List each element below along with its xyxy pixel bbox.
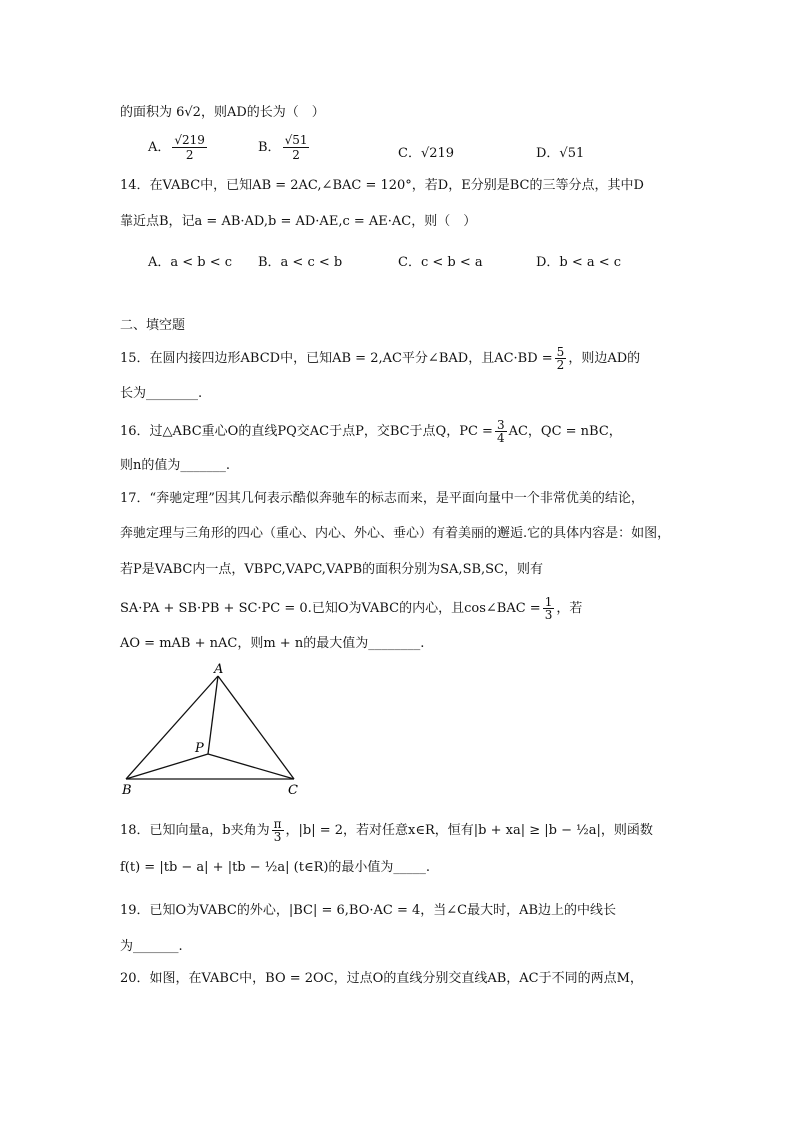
q14-line-2: 靠近点B，记a = AB·AD,b = AD·AE,c = AE·AC，则（ ） — [120, 214, 477, 229]
q17-line-3: 若P是VABC内一点，VBPC,VAPC,VAPB的面积分别为SA,SB,SC，则有 — [120, 562, 544, 577]
q15-frac-num: 5 — [556, 345, 565, 359]
q16-frac-den: 4 — [496, 431, 505, 445]
q17-text-pre: SA·PA + SB·PB + SC·PC = 0.已知O为VABC的内心，且cos∠BAC = — [120, 601, 541, 616]
q17-line-4 — [120, 596, 582, 621]
segment-pc — [208, 754, 294, 779]
q18-frac-den: 3 — [273, 830, 282, 844]
q18-line-2: f(t) = |tb − a| + |tb − ½a| (t∈R)的最小值为_____. — [120, 860, 431, 875]
q14-option-b: B．a < c < b — [258, 255, 343, 270]
q14-option-a: A．a < b < c — [148, 255, 233, 270]
option-a-numerator: √219 — [174, 133, 205, 147]
q16-text-post: AC，QC = nBC， — [508, 424, 622, 439]
q17-frac-num: 1 — [544, 595, 553, 609]
q15-text-post: ，则边AD的 — [568, 351, 641, 366]
q17-text-post: ，若 — [556, 601, 583, 616]
segment-pa — [208, 676, 218, 754]
option-b-numerator: √51 — [284, 133, 308, 147]
option-b-label: B． — [258, 140, 281, 155]
q17-line-1: 17．“奔驰定理”因其几何表示酷似奔驰车的标志而来，是平面向量中一个非常优美的结论， — [120, 491, 644, 506]
q15-line-2: 长为________. — [120, 386, 203, 401]
section-title: 二、填空题 — [120, 318, 186, 333]
q17-line-5: AO = mAB + nAC，则m + n的最大值为________. — [120, 636, 425, 651]
q16-frac-num: 3 — [496, 418, 505, 432]
option-a-label: A． — [148, 140, 171, 155]
q13-option-d: D．√51 — [536, 146, 585, 161]
q15-line-1 — [120, 346, 640, 371]
q18-text-post: ，|b| = 2，若对任意x∈R，恒有|b + xa| ≥ |b − ½a|，则函数 — [285, 823, 653, 838]
triangle-figure — [110, 660, 320, 800]
q13-option-a — [148, 133, 209, 162]
q13-option-b — [258, 133, 311, 162]
q18-line-1 — [120, 818, 653, 843]
q13-continuation: 的面积为 6√2，则AD的长为（ ） — [120, 105, 325, 120]
q13-option-c: C．√219 — [398, 146, 455, 161]
q17-line-2: 奔驰定理与三角形的四心（重心、内心、外心、垂心）有着美丽的邂逅.它的具体内容是：如图， — [120, 526, 671, 541]
vertex-label-b: B — [122, 783, 132, 798]
vertex-label-c: C — [288, 783, 298, 798]
q16-line-1 — [120, 419, 622, 444]
option-a-denominator: 2 — [185, 148, 194, 162]
q19-line-1: 19．已知O为VABC的外心，|BC| = 6,BO·AC = 4，当∠C最大时，AB边上的中线长 — [120, 903, 617, 918]
segment-pb — [126, 754, 208, 779]
q20-line-1: 20．如图，在VABC中，BO = 2OC，过点O的直线分别交直线AB，AC于不同的两点M， — [120, 971, 643, 986]
q16-text-pre: 16．过△ABC重心O的直线PQ交AC于点P，交BC于点Q，PC = — [120, 424, 493, 439]
option-b-denominator: 2 — [292, 148, 300, 162]
q15-text-pre: 15．在圆内接四边形ABCD中，已知AB = 2,AC平分∠BAD，且AC·BD = — [120, 351, 553, 366]
q16-line-2: 则n的值为_______. — [120, 458, 231, 473]
q15-frac-den: 2 — [556, 358, 565, 372]
side-ab — [126, 676, 218, 779]
q14-option-d: D．b < a < c — [536, 255, 622, 270]
q18-frac-num: π — [273, 817, 282, 831]
q14-option-c: C．c < b < a — [398, 255, 483, 270]
q14-line-1: 14．在VABC中，已知AB = 2AC,∠BAC = 120°，若D，E分别是BC的三等分点，其中D — [120, 178, 644, 193]
side-ac — [218, 676, 294, 779]
q19-line-2: 为_______. — [120, 939, 183, 954]
q18-text-pre: 18．已知向量a，b夹角为 — [120, 823, 270, 838]
vertex-label-a: A — [214, 662, 224, 677]
q17-frac-den: 3 — [544, 608, 553, 622]
point-label-p: P — [195, 741, 204, 756]
